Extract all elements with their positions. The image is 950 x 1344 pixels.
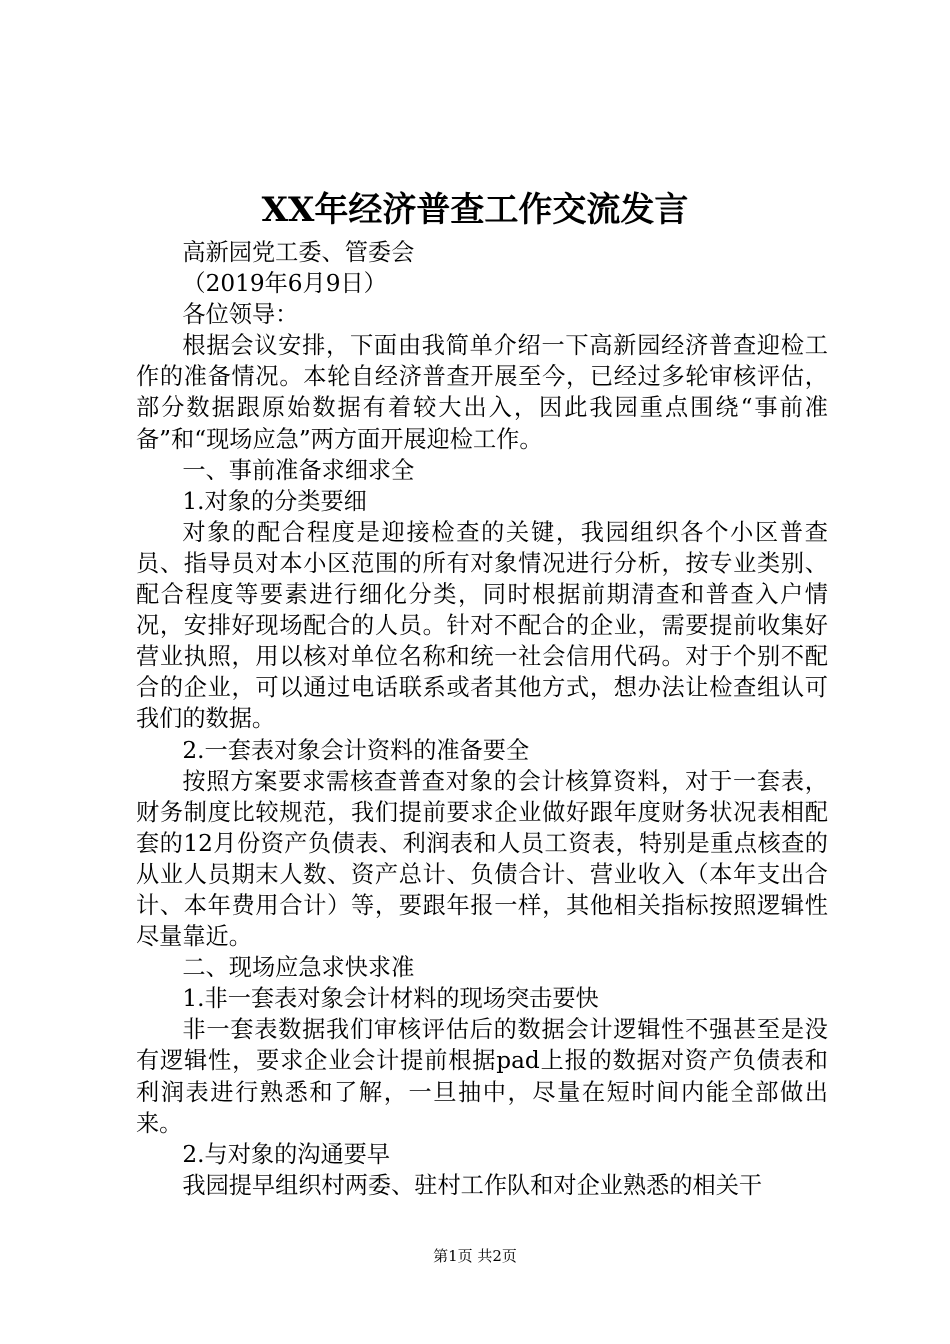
document-body bbox=[136, 237, 828, 1201]
body-paragraph: 按照方案要求需核查普查对象的会计核算资料，对于一套表，财务制度比较规范，我们提前要求企业做好跟年度财务状况表相配套的12月份资产负债表、利润表和人员工资表，特别是重点核查的从业人员期末人数、资产总计、负债合计、营业收入（本年支出合计、本年费用合计）等，要跟年报一样，其他相关指标按照逻辑性尽量靠近。 bbox=[136, 767, 828, 951]
section-heading: 二、现场应急求快求准 bbox=[182, 954, 415, 982]
date-line: （2019年6月9日） bbox=[182, 270, 387, 298]
recipient-line: 高新园党工委、管委会 bbox=[182, 239, 415, 266]
page-footer: 第1页 共2页 bbox=[433, 1247, 517, 1265]
document-title: XX年经济普查工作交流发言 bbox=[261, 190, 689, 230]
salutation: 各位领导： bbox=[182, 301, 299, 329]
subsection-heading: 1.对象的分类要细 bbox=[182, 487, 367, 515]
section-heading: 一、事前准备求细求全 bbox=[182, 456, 415, 484]
body-paragraph: 非一套表数据我们审核评估后的数据会计逻辑性不强甚至是没有逻辑性，要求企业会计提前根据pad上报的数据对资产负债表和利润表进行熟悉和了解，一旦抽中，尽量在短时间内能全部做出来。 bbox=[136, 1016, 828, 1137]
body-paragraph: 对象的配合程度是迎接检查的关键，我园组织各个小区普查员、指导员对本小区范围的所有对象情况进行分析，按专业类别、配合程度等要素进行细化分类，同时根据前期清查和普查入户情况，安排好现场配合的人员。针对不配合的企业，需要提前收集好营业执照，用以核对单位名称和统一社会信用代码。对于个别不配合的企业，可以通过电话联系或者其他方式，想办法让检查组认可我们的数据。 bbox=[136, 518, 828, 733]
body-paragraph: 我园提早组织村两委、驻村工作队和对企业熟悉的相关干 bbox=[182, 1171, 763, 1199]
subsection-heading: 1.非一套表对象会计材料的现场突击要快 bbox=[182, 985, 599, 1013]
subsection-heading: 2.一套表对象会计资料的准备要全 bbox=[182, 736, 530, 764]
body-paragraph: 根据会议安排，下面由我简单介绍一下高新园经济普查迎检工作的准备情况。本轮自经济普查开展至今，已经过多轮审核评估，部分数据跟原始数据有着较大出入，因此我园重点围绕“事前准备”和“现场应急”两方面开展迎检工作。 bbox=[136, 332, 828, 453]
subsection-heading: 2.与对象的沟通要早 bbox=[182, 1140, 391, 1168]
